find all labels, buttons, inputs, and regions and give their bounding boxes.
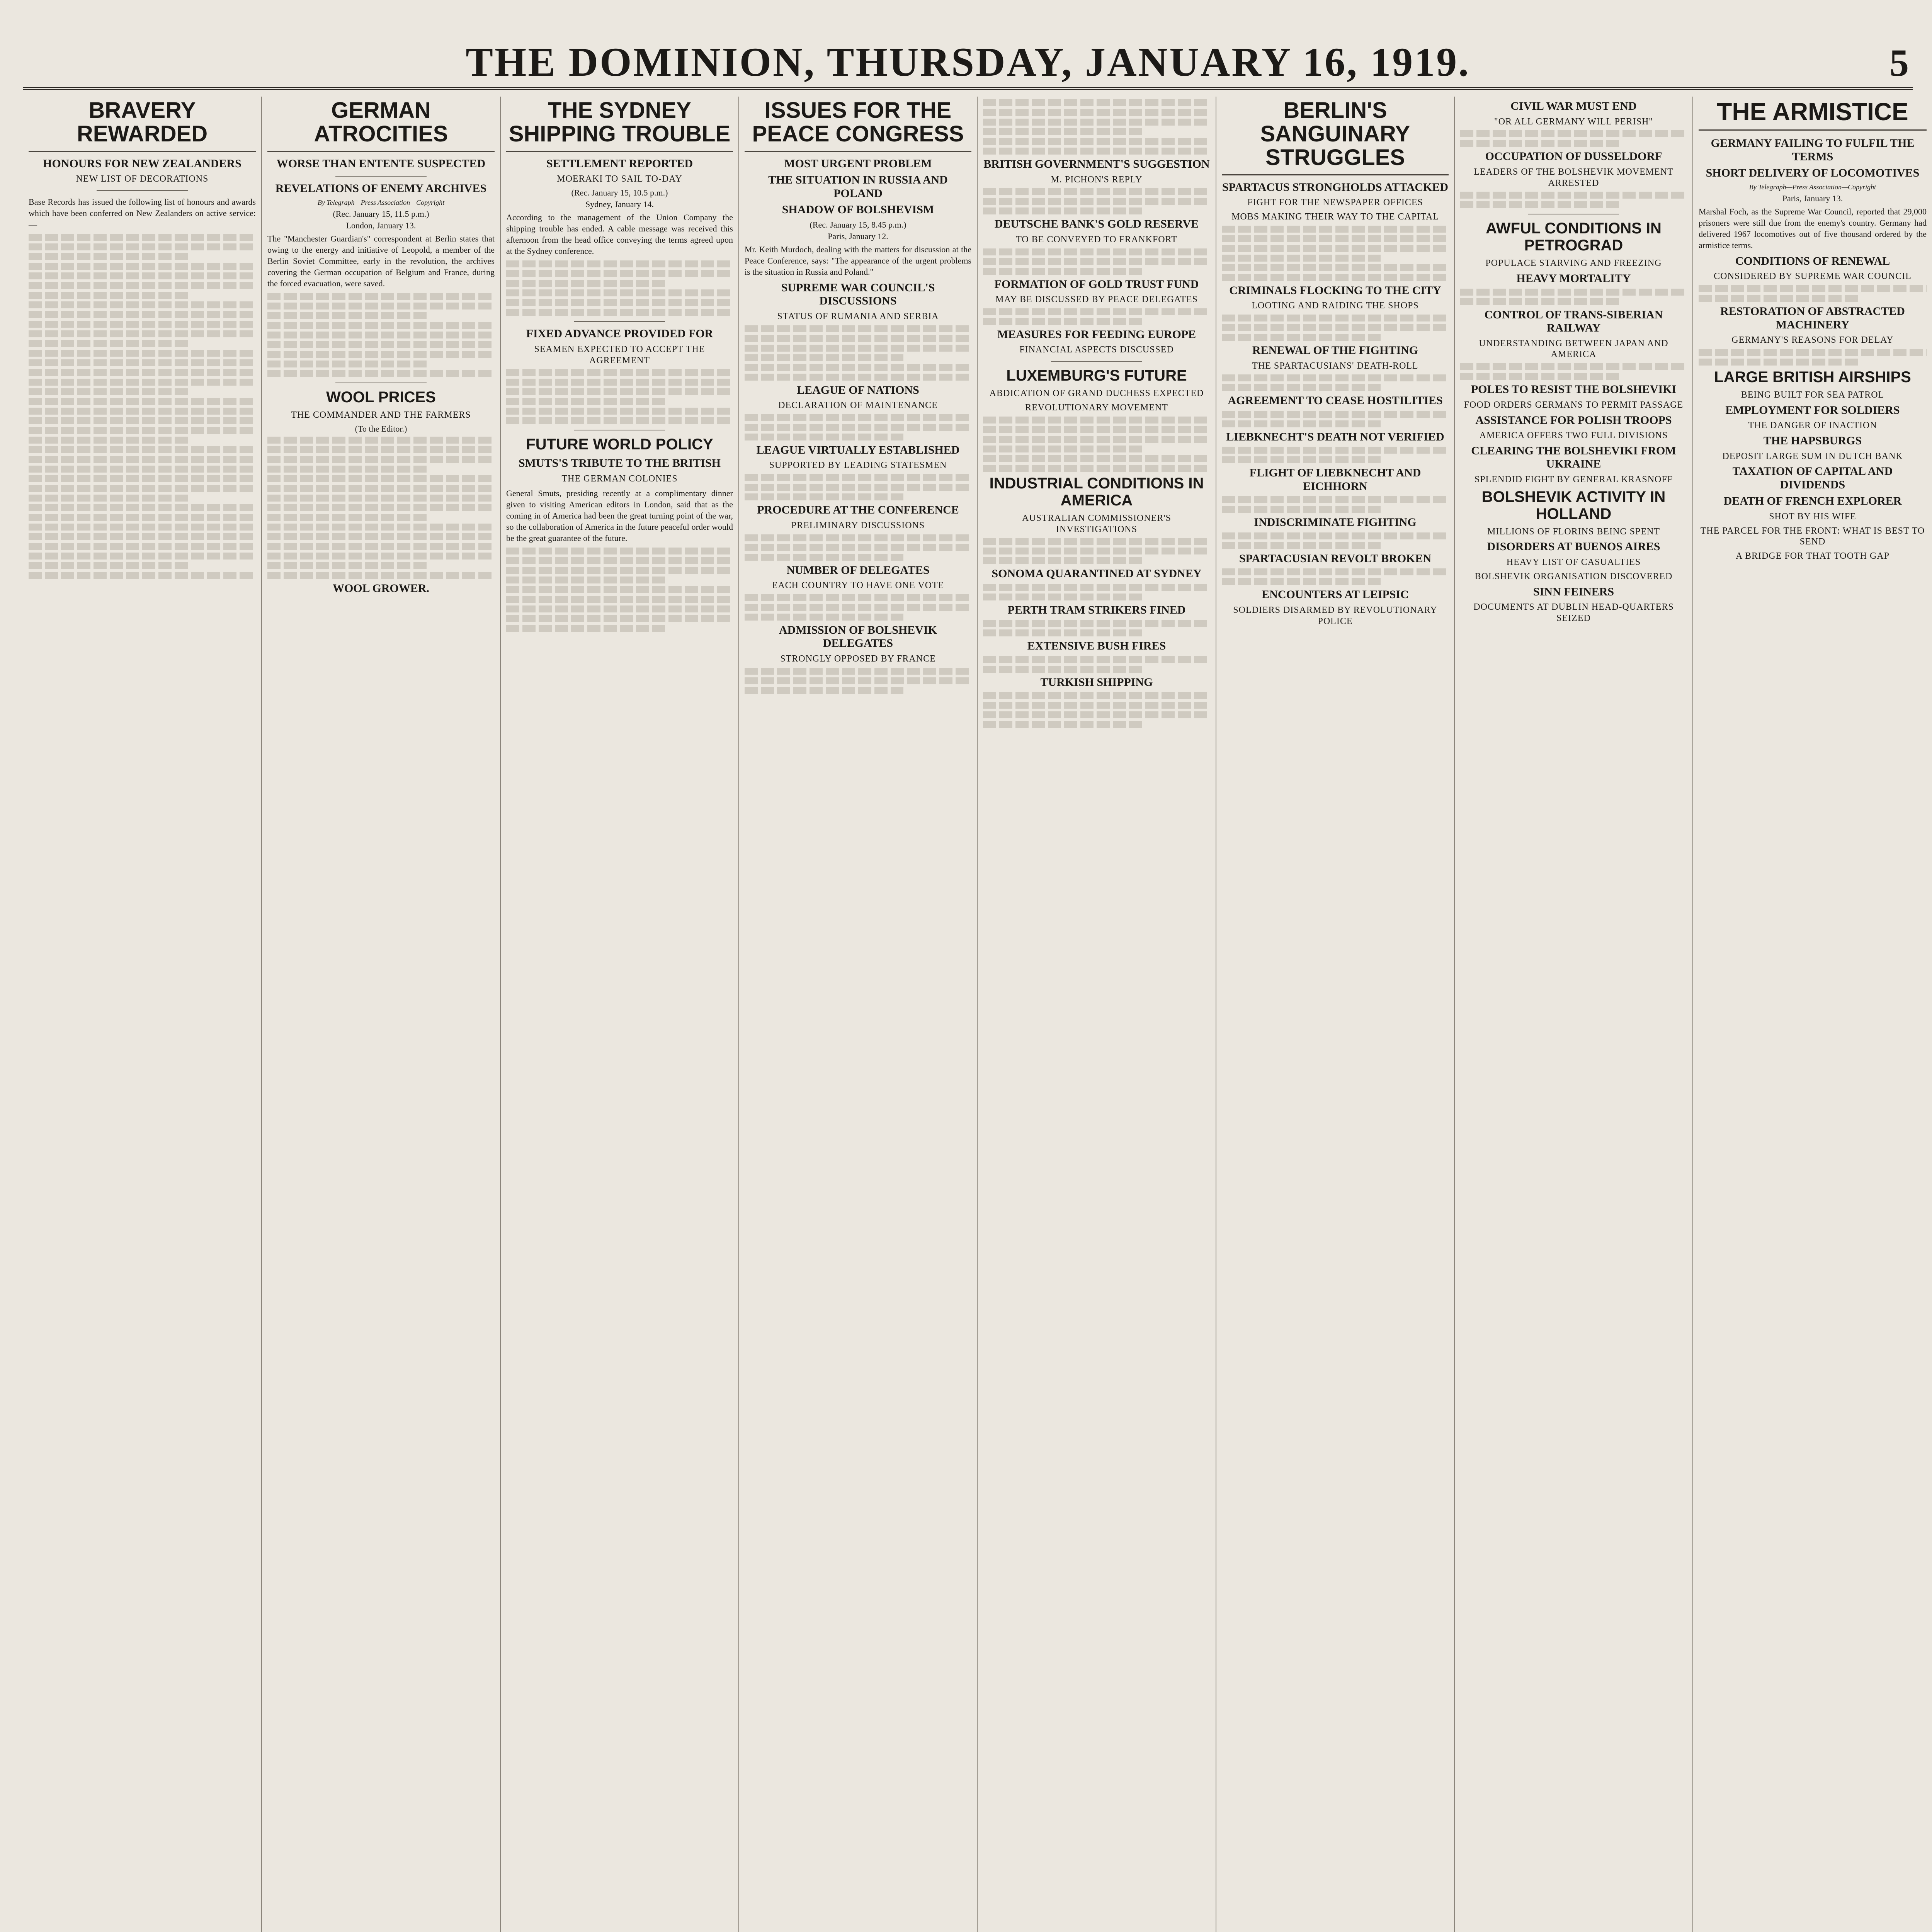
text-filler [506, 548, 733, 632]
headline-taxation: TAXATION OF CAPITAL AND DIVIDENDS [1732, 465, 1893, 491]
text-filler [267, 293, 495, 377]
headline-criminals: CRIMINALS FLOCKING TO THE CITY [1229, 284, 1441, 297]
subhead-german-colonies: THE GERMAN COLONIES [561, 473, 678, 484]
article-body: Base Records has issued the following list of honours and awards which have been conferred on New Zealanders on active service:— [29, 197, 256, 230]
text-filler [983, 692, 1210, 728]
divider [97, 190, 187, 191]
subhead-perish: "OR ALL GERMANY WILL PERISH" [1494, 116, 1653, 127]
divider [335, 176, 426, 177]
subhead-newspaper-offices: FIGHT FOR THE NEWSPAPER OFFICES [1247, 197, 1423, 208]
press-credit: By Telegraph—Press Association—Copyright [317, 198, 445, 206]
subhead-starving: POPULACE STARVING AND FREEZING [1485, 258, 1662, 269]
text-filler [745, 325, 971, 381]
subhead-financial: FINANCIAL ASPECTS DISCUSSED [1019, 345, 1174, 355]
subhead-decorations: NEW LIST OF DECORATIONS [76, 174, 209, 184]
text-filler [1222, 226, 1449, 281]
subhead-two-divisions: AMERICA OFFERS TWO FULL DIVISIONS [1479, 430, 1668, 441]
subhead-bolshevism: SHADOW OF BOLSHEVISM [782, 203, 934, 216]
column-peace-congress [739, 97, 978, 1932]
text-filler [1222, 496, 1449, 513]
text-filler [983, 308, 1210, 325]
signature-wool-grower: WOOL GROWER. [332, 582, 430, 595]
text-filler [1699, 285, 1927, 302]
headline-conditions-renewal: CONDITIONS OF RENEWAL [1735, 254, 1890, 267]
headline-leipsic: ENCOUNTERS AT LEIPSIC [1262, 588, 1409, 601]
dateline: (Rec. January 15, 11.5 p.m.) [333, 209, 429, 219]
text-filler [267, 437, 495, 579]
headline-polish-troops: ASSISTANCE FOR POLISH TROOPS [1475, 413, 1672, 427]
text-filler [1460, 289, 1687, 305]
subhead-urgent: MOST URGENT PROBLEM [784, 157, 932, 170]
subhead-mobs: MOBS MAKING THEIR WAY TO THE CAPITAL [1231, 211, 1439, 222]
subhead-spartacus: SPARTACUS STRONGHOLDS ATTACKED [1222, 180, 1449, 194]
subhead-peace-delegates: MAY BE DISCUSSED BY PEACE DELEGATES [995, 294, 1198, 305]
editor-note: (To the Editor.) [355, 423, 407, 434]
text-filler [983, 620, 1210, 636]
headline-sinn-feiners: SINN FEINERS [1533, 585, 1614, 598]
subhead-organisation: BOLSHEVIK ORGANISATION DISCOVERED [1475, 571, 1673, 582]
subhead-foch: FOOD ORDERS GERMANS TO PERMIT PASSAGE [1464, 400, 1684, 410]
text-filler [1460, 192, 1687, 208]
column-berlin-struggles [1216, 97, 1455, 1932]
headline-supreme-war-council: SUPREME WAR COUNCIL'S DISCUSSIONS [781, 281, 935, 308]
subhead-one-vote: EACH COUNTRY TO HAVE ONE VOTE [772, 580, 944, 591]
headline-flight: FLIGHT OF LIEBKNECHT AND EICHHORN [1249, 466, 1421, 493]
masthead-title: THE DOMINION, THURSDAY, JANUARY 16, 1919. [466, 39, 1470, 85]
headline-cease-hostilities: AGREEMENT TO CEASE HOSTILITIES [1228, 394, 1443, 407]
subhead-commissioner: AUSTRALIAN COMMISSIONER'S INVESTIGATIONS [1022, 513, 1172, 534]
subhead-settlement: SETTLEMENT REPORTED [546, 157, 693, 170]
text-filler [1699, 349, 1927, 366]
subhead-dublin: DOCUMENTS AT DUBLIN HEAD-QUARTERS SEIZED [1473, 602, 1674, 623]
headline-tooth-gap: A BRIDGE FOR THAT TOOTH GAP [1736, 551, 1889, 561]
headline-deutsche-bank: DEUTSCHE BANK'S GOLD RESERVE [994, 218, 1199, 231]
text-filler [1222, 532, 1449, 549]
text-filler [1222, 447, 1449, 463]
subhead-war-council: CONSIDERED BY SUPREME WAR COUNCIL [1714, 271, 1912, 282]
headline-delegates: NUMBER OF DELEGATES [786, 563, 930, 577]
subhead-delay: GERMANY'S REASONS FOR DELAY [1731, 335, 1894, 345]
headline-perth-strikers: PERTH TRAM STRIKERS FINED [1007, 603, 1186, 616]
headline-future-world-policy: FUTURE WORLD POLICY [526, 436, 713, 453]
headline-machinery: RESTORATION OF ABSTRACTED MACHINERY [1720, 305, 1905, 331]
text-filler [745, 668, 971, 694]
subhead-opposed-by-france: STRONGLY OPPOSED BY FRANCE [780, 653, 936, 664]
text-filler [983, 538, 1210, 564]
headline-airships: LARGE BRITISH AIRSHIPS [1714, 368, 1911, 386]
subhead-leaders-arrested: LEADERS OF THE BOLSHEVIK MOVEMENT ARRESTED [1474, 167, 1673, 188]
headline-renewal: RENEWAL OF THE FIGHTING [1252, 344, 1418, 357]
headline-sonoma: SONOMA QUARANTINED AT SYDNEY [992, 567, 1202, 580]
text-filler [983, 188, 1210, 214]
column-sydney-shipping [501, 97, 739, 1932]
subhead-honours: HONOURS FOR NEW ZEALANDERS [43, 157, 242, 170]
divider [1051, 361, 1142, 362]
column-german-atrocities [262, 97, 501, 1932]
subhead-japan-america: UNDERSTANDING BETWEEN JAPAN AND AMERICA [1479, 338, 1668, 360]
text-filler [983, 248, 1210, 275]
dateline: (Rec. January 15, 10.5 p.m.) [571, 188, 668, 198]
subhead-moeraki: MOERAKI TO SAIL TO-DAY [557, 174, 682, 184]
headline-petrograd: AWFUL CONDITIONS IN PETROGRAD [1486, 220, 1662, 254]
text-filler [506, 260, 733, 316]
subhead-revelations: REVELATIONS OF ENEMY ARCHIVES [275, 182, 487, 195]
subhead-locomotives: SHORT DELIVERY OF LOCOMOTIVES [1706, 167, 1920, 180]
headline-turkish-shipping: TURKISH SHIPPING [1040, 675, 1153, 689]
subhead-shot-by-wife: SHOT BY HIS WIFE [1769, 511, 1856, 522]
headline-bolshevik-delegates: ADMISSION OF BOLSHEVIK DELEGATES [779, 623, 937, 650]
subhead-seamen: SEAMEN EXPECTED TO ACCEPT THE AGREEMENT [534, 344, 705, 366]
subhead-russia-poland: THE SITUATION IN RUSSIA AND POLAND [768, 173, 948, 200]
subhead-dutch-bank: DEPOSIT LARGE SUM IN DUTCH BANK [1722, 451, 1903, 461]
text-filler [745, 534, 971, 561]
subhead-pichon: M. PICHON'S REPLY [1051, 174, 1143, 185]
subhead-frankfort: TO BE CONVEYED TO FRANKFORT [1016, 234, 1177, 245]
headline-armistice: THE ARMISTICE [1699, 99, 1927, 131]
headline-british-suggestion: BRITISH GOVERNMENT'S SUGGESTION [983, 158, 1210, 170]
headline-luxemburg: LUXEMBURG'S FUTURE [1006, 367, 1187, 384]
place-line: Paris, January 13. [1782, 193, 1843, 203]
subhead-revolutionary: REVOLUTIONARY MOVEMENT [1025, 402, 1168, 413]
subhead-disarmed: SOLDIERS DISARMED BY REVOLUTIONARY POLICE [1233, 605, 1437, 626]
press-credit: By Telegraph—Press Association—Copyright [1749, 183, 1876, 191]
article-body: The "Manchester Guardian's" correspondent at Berlin states that owing to the energy and initiative of Leopold, a member of the Berlin Soviet Committee, early in the revolution, the archives covering the German occupation of Belgium and France, during the forced evacuation, were saved. [267, 233, 495, 288]
headline-holland: BOLSHEVIK ACTIVITY IN HOLLAND [1481, 488, 1666, 522]
subhead-maintenance: DECLARATION OF MAINTENANCE [778, 400, 938, 411]
headline-feeding-europe: MEASURES FOR FEEDING EUROPE [997, 328, 1196, 341]
subhead-krasnoff: SPLENDID FIGHT BY GENERAL KRASNOFF [1474, 474, 1673, 485]
headline-sydney-shipping: THE SYDNEY SHIPPING TROUBLE [506, 99, 733, 152]
text-filler [29, 234, 256, 579]
place-line: Sydney, January 14. [585, 199, 654, 209]
headline-fixed-advance: FIXED ADVANCE PROVIDED FOR [526, 327, 713, 340]
subhead-statesmen: SUPPORTED BY LEADING STATESMEN [769, 460, 947, 471]
subhead-death-roll: THE SPARTACUSIANS' DEATH-ROLL [1252, 361, 1418, 371]
subhead-florins: MILLIONS OF FLORINS BEING SPENT [1487, 526, 1660, 537]
article-body: Mr. Keith Murdoch, dealing with the matters for discussion at the Peace Conference, says: "The appearance of the urgent problems is the situation in Russia and Poland." [745, 244, 971, 277]
text-filler [506, 369, 733, 424]
headline-league-of-nations: LEAGUE OF NATIONS [797, 383, 919, 396]
headline-poles: POLES TO RESIST THE BOLSHEVIKI [1471, 383, 1677, 396]
dateline: (Rec. January 15, 8.45 p.m.) [810, 219, 906, 230]
headline-german-atrocities: GERMAN ATROCITIES [267, 99, 495, 152]
column-europe-news [1455, 97, 1693, 1932]
headline-bush-fires: EXTENSIVE BUSH FIRES [1027, 639, 1166, 653]
article-body: According to the management of the Union Company the shipping trouble has ended. A cable message was received this afternoon from the head office conveying the terms agreed upon at the Sydney conference. [506, 213, 733, 256]
text-filler [1222, 374, 1449, 391]
text-filler [745, 594, 971, 621]
headline-league-established: LEAGUE VIRTUALLY ESTABLISHED [756, 443, 960, 456]
subhead-looting: LOOTING AND RAIDING THE SHOPS [1252, 301, 1419, 311]
text-filler [1460, 130, 1687, 147]
subhead-sea-patrol: BEING BUILT FOR SEA PATROL [1741, 389, 1884, 400]
headline-revolt-broken: SPARTACUSIAN REVOLT BROKEN [1239, 552, 1432, 565]
text-filler [983, 656, 1210, 673]
text-filler [1222, 315, 1449, 341]
headline-berlin: BERLIN'S SANGUINARY STRUGGLES [1222, 99, 1449, 175]
subhead-mortality: HEAVY MORTALITY [1516, 272, 1631, 285]
headline-wool-prices: WOOL PRICES [326, 388, 436, 406]
subhead-smuts: SMUTS'S TRIBUTE TO THE BRITISH [518, 457, 721, 470]
headline-bravery: BRAVERY REWARDED [29, 99, 256, 152]
headline-peace-congress: ISSUES FOR THE PEACE CONGRESS [745, 99, 971, 152]
column-armistice [1693, 97, 1932, 1932]
divider [574, 321, 665, 322]
headline-dusseldorf: OCCUPATION OF DUSSELDORF [1485, 150, 1662, 163]
headline-trans-siberian: CONTROL OF TRANS-SIBERIAN RAILWAY [1484, 308, 1663, 335]
text-filler [1222, 411, 1449, 427]
masthead [23, 37, 1913, 90]
headline-industrial-america: INDUSTRIAL CONDITIONS IN AMERICA [989, 474, 1204, 509]
subhead-failing: GERMANY FAILING TO FULFIL THE TERMS [1711, 137, 1915, 163]
headline-civil-war: CIVIL WAR MUST END [1510, 100, 1637, 112]
headline-hapsburgs: THE HAPSBURGS [1763, 434, 1862, 447]
headline-buenos-aires: DISORDERS AT BUENOS AIRES [1487, 540, 1660, 553]
headline-gold-trust: FORMATION OF GOLD TRUST FUND [994, 277, 1199, 291]
subhead-rumania-serbia: STATUS OF RUMANIA AND SERBIA [777, 311, 939, 321]
subhead-inaction: THE DANGER OF INACTION [1748, 420, 1877, 431]
column-continued-news [978, 97, 1216, 1932]
place-line: London, January 13. [346, 220, 416, 230]
text-filler [745, 414, 971, 440]
article-body: General Smuts, presiding recently at a complimentary dinner given to visiting American editors in London, said that as the coming in of America had been the great turning point of the war, so the collaboration of America in the future peaceful order would be the great guarantee of the future. [506, 488, 733, 543]
text-filler [1222, 568, 1449, 585]
headline-liebknecht-death: LIEBKNECHT'S DEATH NOT VERIFIED [1226, 430, 1444, 443]
text-filler [745, 474, 971, 500]
headline-indiscriminate: INDISCRIMINATE FIGHTING [1254, 516, 1417, 529]
subhead-commander: THE COMMANDER AND THE FARMERS [291, 410, 471, 420]
subhead-casualties: HEAVY LIST OF CASUALTIES [1506, 557, 1641, 567]
headline-employment: EMPLOYMENT FOR SOLDIERS [1725, 403, 1900, 417]
headline-ukraine: CLEARING THE BOLSHEVIKI FROM UKRAINE [1471, 444, 1676, 471]
text-filler [983, 584, 1210, 600]
article-body: Marshal Foch, as the Supreme War Council, reported that 29,000 prisoners were still due from the enemy's country. Germany had delivered 1967 locomotives out of five thousand ordered by the armistice terms. [1699, 206, 1927, 250]
text-filler [983, 417, 1210, 472]
text-filler [1460, 363, 1687, 380]
subhead-worse: WORSE THAN ENTENTE SUSPECTED [276, 157, 486, 170]
subhead-grand-duchess: ABDICATION OF GRAND DUCHESS EXPECTED [989, 388, 1204, 399]
subhead-preliminary: PRELIMINARY DISCUSSIONS [791, 520, 925, 531]
column-bravery-rewarded [23, 97, 262, 1932]
text-filler [983, 99, 1210, 155]
place-line: Paris, January 12. [828, 231, 888, 241]
headline-procedure: PROCEDURE AT THE CONFERENCE [757, 503, 959, 517]
headline-parcel: THE PARCEL FOR THE FRONT: WHAT IS BEST TO SEND [1700, 526, 1925, 547]
page-number: 5 [1889, 41, 1909, 84]
headline-french-explorer: DEATH OF FRENCH EXPLORER [1723, 495, 1902, 508]
